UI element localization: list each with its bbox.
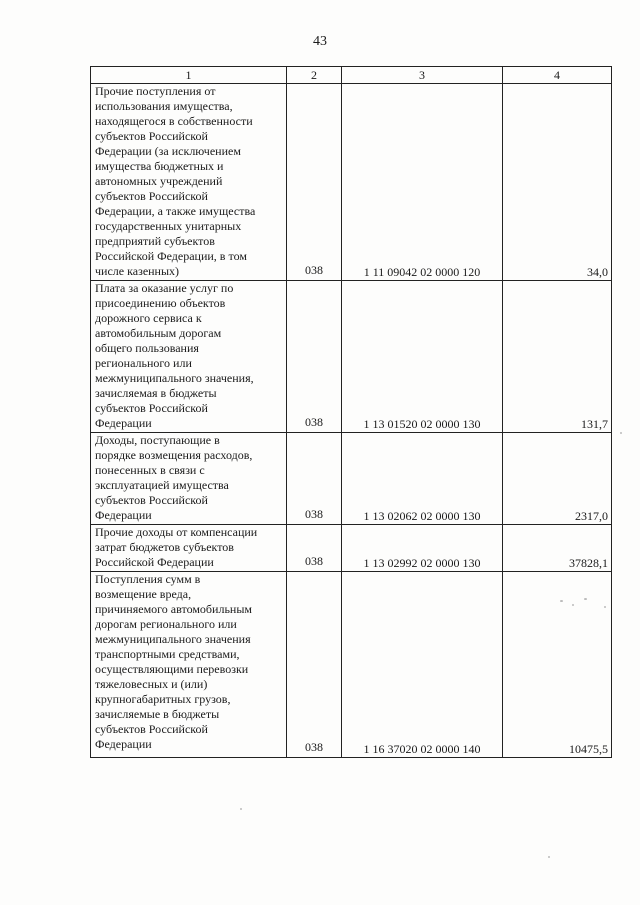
scan-speck: [240, 808, 242, 810]
table-row: [91, 433, 612, 525]
table-row: [91, 572, 612, 758]
table-header-row: [91, 67, 612, 84]
column-header-1: 1: [91, 67, 287, 84]
page-number: 43: [313, 34, 327, 49]
scan-speck: [604, 606, 606, 608]
table-row: [91, 525, 612, 572]
amount-cell: 2317,0: [503, 433, 612, 525]
revenue-name-cell: Прочие поступления от использования имущества, находящегося в собственности субъектов Российской Федерации (за исключением имущества бюджетных и автономных учреждений субъектов Российской Федерации, а также имущества государственных унитарных предприятий субъектов Российской Федерации, в том числе казенных): [91, 84, 287, 281]
revenue-name-cell: Поступления сумм в возмещение вреда, причиняемого автомобильным дорогам регионального или межмуниципального значения транспортными средствами, осуществляющими перевозки тяжеловесных и (или) крупногабаритных грузов, зачисляемые в бюджеты субъектов Российской Федерации: [91, 572, 287, 758]
admin-code-cell: 038: [287, 525, 342, 572]
scan-speck: [620, 432, 622, 434]
amount-cell: 34,0: [503, 84, 612, 281]
budget-code-cell: 1 13 02992 02 0000 130: [342, 525, 503, 572]
amount-cell: 131,7: [503, 281, 612, 433]
scan-speck: [548, 856, 550, 858]
admin-code-cell: 038: [287, 433, 342, 525]
amount-cell: 10475,5: [503, 572, 612, 758]
scan-speck: [572, 604, 574, 606]
scan-speck: [560, 600, 563, 602]
column-header-2: 2: [287, 67, 342, 84]
budget-code-cell: 1 13 01520 02 0000 130: [342, 281, 503, 433]
admin-code-cell: 038: [287, 572, 342, 758]
table-row: [91, 281, 612, 433]
scan-speck: [584, 598, 587, 600]
revenue-name-cell: Доходы, поступающие в порядке возмещения расходов, понесенных в связи с эксплуатацией имущества субъектов Российской Федерации: [91, 433, 287, 525]
column-header-3: 3: [342, 67, 503, 84]
budget-code-cell: 1 11 09042 02 0000 120: [342, 84, 503, 281]
revenue-name-cell: Прочие доходы от компенсации затрат бюджетов субъектов Российской Федерации: [91, 525, 287, 572]
column-header-4: 4: [503, 67, 612, 84]
admin-code-cell: 038: [287, 281, 342, 433]
budget-code-cell: 1 13 02062 02 0000 130: [342, 433, 503, 525]
revenue-table: [90, 66, 612, 758]
amount-cell: 37828,1: [503, 525, 612, 572]
table-row: [91, 84, 612, 281]
revenue-name-cell: Плата за оказание услуг по присоединению объектов дорожного сервиса к автомобильным дорогам общего пользования регионального или межмуниципального значения, зачисляемая в бюджеты субъектов Российской Федерации: [91, 281, 287, 433]
budget-code-cell: 1 16 37020 02 0000 140: [342, 572, 503, 758]
admin-code-cell: 038: [287, 84, 342, 281]
